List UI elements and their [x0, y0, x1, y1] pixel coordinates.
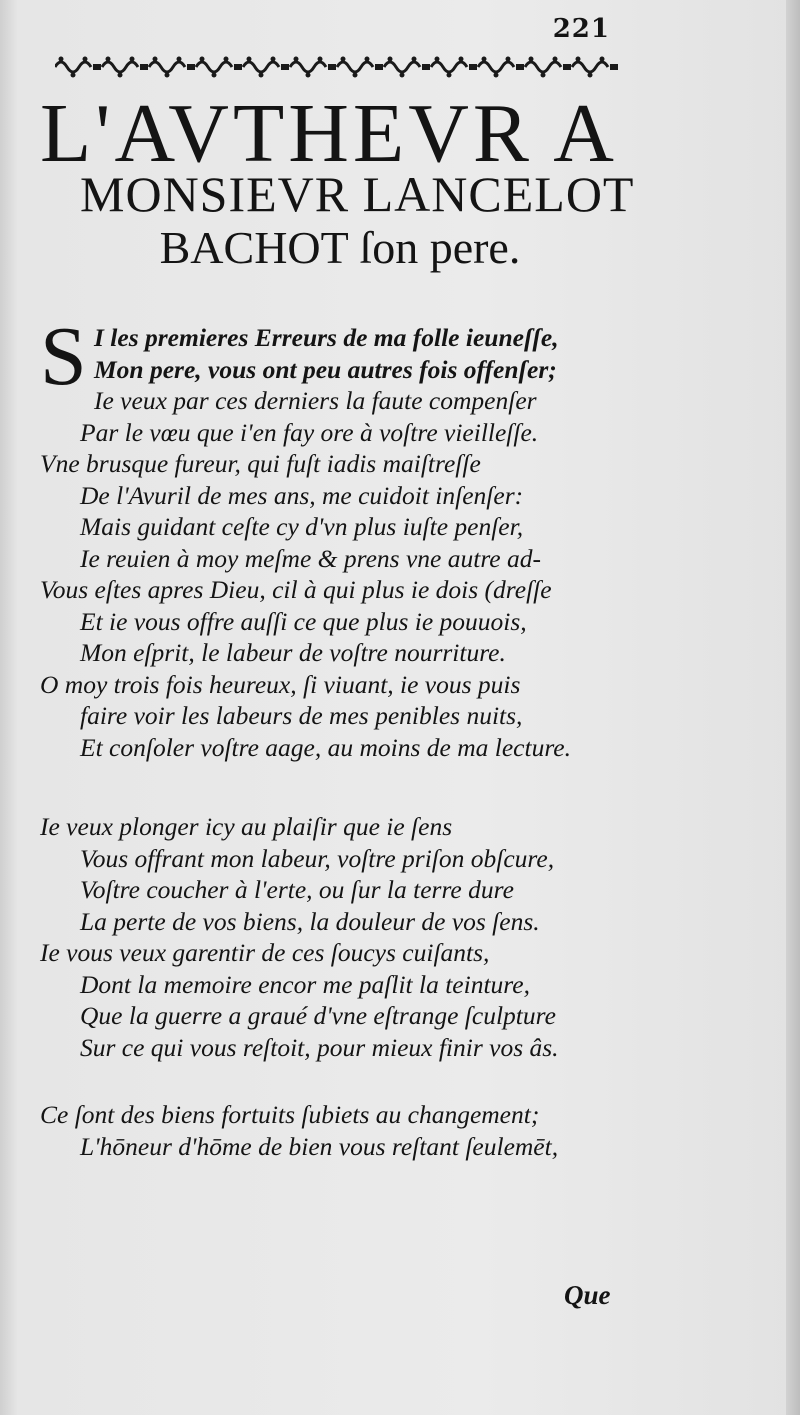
poem-line: O moy trois fois heureux, ſi viuant, ie vous puis	[40, 669, 521, 699]
poem	[40, 310, 640, 1162]
ornament-border	[55, 52, 620, 82]
poem-line: Et conſoler voſtre aage, au moins de ma lecture.	[80, 732, 571, 762]
title-line-1: L'AVTHEVR A	[40, 87, 618, 180]
poem-line: Ie veux plonger icy au plaiſir que ie ſens	[40, 812, 453, 841]
drop-cap: S	[40, 310, 87, 403]
poem-line: Par le vœu que i'en fay ore à voſtre vieilleſſe.	[80, 417, 539, 447]
poem-line: Mon eſprit, le labeur de voſtre nourriture.	[80, 638, 506, 667]
poem-line: Vous offrant mon labeur, voſtre priſon obſcure,	[80, 843, 555, 873]
title-line-3: BACHOT ſon pere.	[159, 222, 521, 273]
poem-line: Mais guidant ceſte cy d'vn plus iuſte penſer,	[80, 512, 524, 541]
poem-line: Ce ſont des biens fortuits ſubiets au changement;	[40, 1100, 540, 1129]
stanza-1	[40, 310, 640, 763]
poem-line: faire voir les labeurs de mes penibles nuits,	[80, 701, 523, 730]
poem-line: Ie vous veux garentir de ces ſoucys cuiſants,	[40, 938, 490, 967]
catchword: Que	[564, 1280, 611, 1310]
title-line-2: MONSIEVR LANCELOT	[80, 166, 635, 222]
page-number: 221	[552, 14, 610, 44]
poem-line: Et ie vous offre auſſi ce que plus ie pouuois,	[80, 606, 527, 636]
poem-line: Voſtre coucher à l'erte, ou ſur la terre dure	[80, 875, 514, 904]
poem-line: Dont la memoire encor me paſlit la teinture,	[80, 969, 530, 999]
poem-line: I les premieres Erreurs de ma folle ieuneſſe,	[94, 323, 559, 352]
poem-line: Mon pere, vous ont peu autres fois offenſer;	[94, 354, 557, 384]
poem-line: Sur ce qui vous reſtoit, pour mieux finir vos âs.	[80, 1032, 559, 1062]
page-edge	[786, 0, 800, 1415]
poem-line: De l'Avuril de mes ans, me cuidoit inſenſer:	[80, 480, 524, 510]
poem-line: Vous eſtes apres Dieu, cil à qui plus ie dois (dreſſe	[40, 575, 552, 604]
poem-line: Ie reuien à moy meſme & prens vne autre ad-	[80, 543, 541, 573]
poem-line: La perte de vos biens, la douleur de vos ſens.	[80, 906, 540, 936]
poem-line: Ie veux par ces derniers la faute compenſer	[94, 386, 537, 415]
stanza-2	[40, 811, 640, 1063]
poem-line: L'hōneur d'hōme de bien vous reſtant ſeulemēt,	[80, 1131, 559, 1161]
poem-line: Que la guerre a graué d'vne eſtrange ſculpture	[80, 1001, 556, 1030]
poem-line: Vne brusque fureur, qui fuſt iadis maiſtreſſe	[40, 449, 481, 478]
stanza-3	[40, 1099, 640, 1162]
